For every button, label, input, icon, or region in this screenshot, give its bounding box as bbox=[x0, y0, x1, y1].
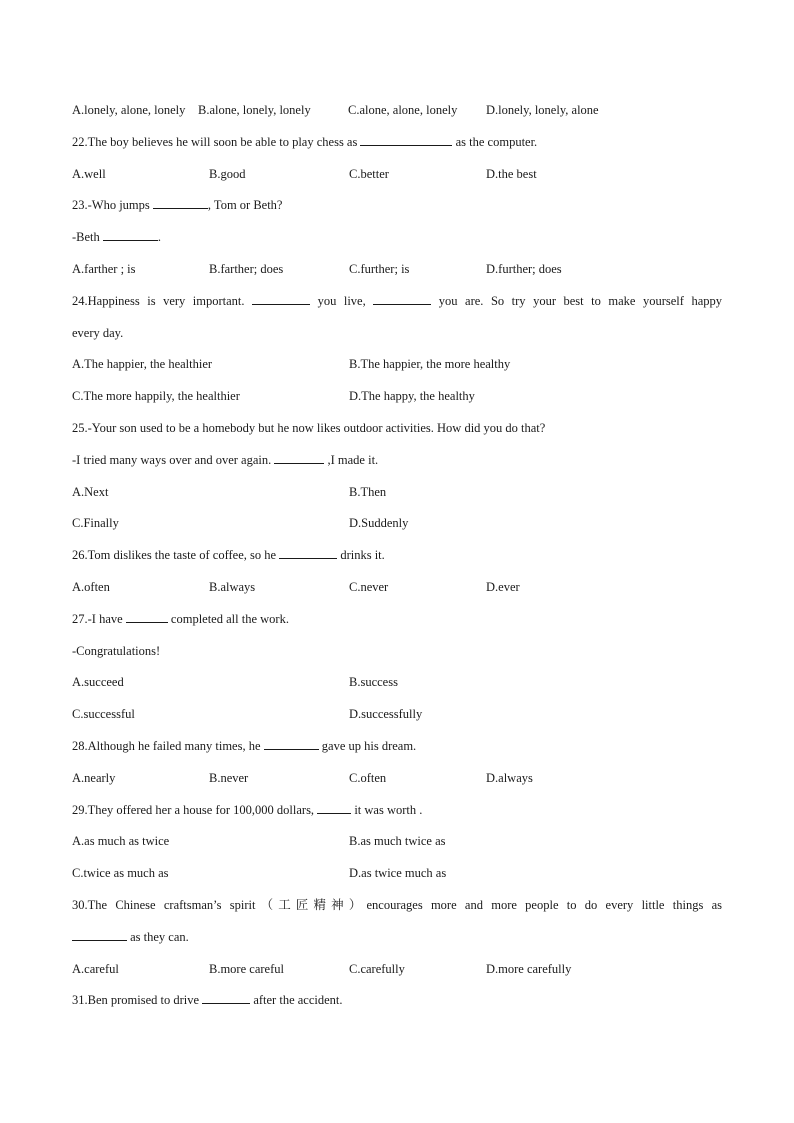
q26-option-a[interactable]: A.often bbox=[72, 579, 110, 594]
q23-line2-after: . bbox=[157, 230, 162, 245]
q23-text-after: , Tom or Beth? bbox=[207, 198, 283, 213]
q31-blank[interactable] bbox=[202, 989, 250, 1004]
q25-options-row2 bbox=[72, 511, 722, 543]
q27-text-before: 27.-I have bbox=[72, 611, 126, 626]
q30-stem-line1 bbox=[72, 893, 722, 925]
q31-stem bbox=[72, 988, 722, 1020]
q24-blank-1[interactable] bbox=[252, 290, 310, 305]
q24-text-4: every day. bbox=[72, 325, 124, 340]
q23-option-d[interactable]: D.further; does bbox=[486, 261, 562, 276]
q23-blank-2[interactable] bbox=[103, 226, 158, 241]
q21-option-a[interactable]: A.lonely, alone, lonely bbox=[72, 103, 186, 117]
q26-option-d[interactable]: D.ever bbox=[486, 579, 520, 594]
q24-text-1: 24.Happiness is very important. bbox=[72, 293, 253, 308]
q21-option-c[interactable]: C.alone, alone, lonely bbox=[348, 103, 458, 117]
q26-option-c[interactable]: C.never bbox=[349, 579, 389, 594]
q25-option-d[interactable]: D.Suddenly bbox=[349, 516, 409, 531]
q29-stem bbox=[72, 798, 722, 830]
q24-option-c[interactable]: C.The more happily, the healthier bbox=[72, 389, 240, 404]
q28-option-b[interactable]: B.never bbox=[209, 770, 249, 785]
q25-text-after: ,I made it. bbox=[324, 452, 379, 467]
q30-stem-line2 bbox=[72, 925, 722, 957]
q22-option-b[interactable]: B.good bbox=[209, 166, 246, 181]
q23-line2-before: -Beth bbox=[72, 230, 103, 245]
q28-option-d[interactable]: D.always bbox=[486, 770, 533, 785]
q24-options-row1 bbox=[72, 352, 722, 384]
q28-option-a[interactable]: A.nearly bbox=[72, 770, 116, 785]
q22-blank[interactable] bbox=[360, 131, 452, 146]
q26-text-after: drinks it. bbox=[337, 548, 385, 563]
q25-blank[interactable] bbox=[274, 449, 324, 464]
q27-text-2: -Congratulations! bbox=[72, 643, 161, 658]
q29-option-b[interactable]: B.as much twice as bbox=[349, 834, 446, 849]
q29-option-c[interactable]: C.twice as much as bbox=[72, 866, 169, 881]
q21-option-b[interactable]: B.alone, lonely, lonely bbox=[198, 103, 311, 117]
q21-option-d[interactable]: D.lonely, lonely, alone bbox=[486, 103, 599, 117]
q26-stem bbox=[72, 543, 722, 575]
q22-stem bbox=[72, 130, 722, 162]
q28-option-c[interactable]: C.often bbox=[349, 770, 387, 785]
q27-stem-line2 bbox=[72, 639, 722, 671]
q29-option-a[interactable]: A.as much as twice bbox=[72, 834, 170, 849]
q26-options bbox=[72, 575, 722, 607]
q27-stem-line1 bbox=[72, 607, 722, 639]
q24-options-row2 bbox=[72, 384, 722, 416]
q29-option-d[interactable]: D.as twice much as bbox=[349, 866, 447, 881]
q24-stem-line1 bbox=[72, 289, 722, 321]
q24-option-d[interactable]: D.The happy, the healthy bbox=[349, 389, 475, 404]
q24-stem-line2 bbox=[72, 321, 722, 353]
q30-blank[interactable] bbox=[72, 926, 127, 941]
q25-text-before: -I tried many ways over and over again. bbox=[72, 452, 275, 467]
q25-options-row1 bbox=[72, 480, 722, 512]
q26-option-b[interactable]: B.always bbox=[209, 579, 256, 594]
q23-option-a[interactable]: A.farther ; is bbox=[72, 261, 136, 276]
q23-options bbox=[72, 257, 722, 289]
q24-blank-2[interactable] bbox=[373, 290, 431, 305]
q27-option-c[interactable]: C.successful bbox=[72, 707, 135, 722]
q25-stem-line2 bbox=[72, 448, 722, 480]
q30-options bbox=[72, 957, 722, 989]
q24-text-3: you are. So try your best to make yourself happy bbox=[431, 293, 723, 308]
q27-option-d[interactable]: D.successfully bbox=[349, 707, 423, 722]
q27-text-after: completed all the work. bbox=[167, 611, 289, 626]
q25-option-a[interactable]: A.Next bbox=[72, 484, 109, 499]
q23-stem-line1 bbox=[72, 193, 722, 225]
q30-option-d[interactable]: D.more carefully bbox=[486, 961, 572, 976]
q30-option-b[interactable]: B.more careful bbox=[209, 961, 284, 976]
q25-text-1: 25.-Your son used to be a homebody but he now likes outdoor activities. How did you do that? bbox=[72, 420, 546, 435]
q27-option-b[interactable]: B.success bbox=[349, 675, 398, 690]
q27-options-row1 bbox=[72, 670, 722, 702]
q22-option-d[interactable]: D.the best bbox=[486, 166, 537, 181]
q23-option-c[interactable]: C.further; is bbox=[349, 261, 410, 276]
q26-blank[interactable] bbox=[279, 544, 337, 559]
q22-text-after: as the computer. bbox=[452, 134, 538, 149]
q31-text-before: 31.Ben promised to drive bbox=[72, 993, 203, 1008]
q28-stem bbox=[72, 734, 722, 766]
q21-options bbox=[72, 98, 722, 130]
q30-option-c[interactable]: C.carefully bbox=[349, 961, 405, 976]
q27-option-a[interactable]: A.succeed bbox=[72, 675, 124, 690]
q28-text-before: 28.Although he failed many times, he bbox=[72, 738, 264, 753]
q23-option-b[interactable]: B.farther; does bbox=[209, 261, 284, 276]
q29-options-row2 bbox=[72, 861, 722, 893]
q30-option-a[interactable]: A.careful bbox=[72, 961, 119, 976]
q24-option-a[interactable]: A.The happier, the healthier bbox=[72, 357, 213, 372]
q28-text-after: gave up his dream. bbox=[318, 738, 417, 753]
q24-text-2: you live, bbox=[310, 293, 374, 308]
q25-stem-line1 bbox=[72, 416, 722, 448]
q22-options bbox=[72, 162, 722, 194]
q25-option-b[interactable]: B.Then bbox=[349, 484, 387, 499]
q26-text-before: 26.Tom dislikes the taste of coffee, so he bbox=[72, 548, 280, 563]
q27-options-row2 bbox=[72, 702, 722, 734]
q23-text-before: 23.-Who jumps bbox=[72, 198, 153, 213]
q29-text-after: it was worth . bbox=[351, 802, 423, 817]
question-page bbox=[72, 98, 722, 1020]
q31-text-after: after the accident. bbox=[250, 993, 343, 1008]
q30-text-1: 30.The Chinese craftsman’s spirit（工匠精神）encourages more and more people to do every little things as bbox=[72, 897, 722, 912]
q29-blank[interactable] bbox=[317, 799, 351, 814]
q27-blank[interactable] bbox=[126, 608, 168, 623]
q22-option-c[interactable]: C.better bbox=[349, 166, 389, 181]
q23-blank-1[interactable] bbox=[153, 194, 208, 209]
q22-option-a[interactable]: A.well bbox=[72, 166, 106, 181]
q25-option-c[interactable]: C.Finally bbox=[72, 516, 119, 531]
q28-options bbox=[72, 766, 722, 798]
q29-text-before: 29.They offered her a house for 100,000 dollars, bbox=[72, 802, 318, 817]
q22-text-before: 22.The boy believes he will soon be able to play chess as bbox=[72, 134, 361, 149]
q28-blank[interactable] bbox=[264, 735, 319, 750]
q29-options-row1 bbox=[72, 829, 722, 861]
q24-option-b[interactable]: B.The happier, the more healthy bbox=[349, 357, 511, 372]
q30-text-after: as they can. bbox=[127, 929, 189, 944]
q23-stem-line2 bbox=[72, 225, 722, 257]
